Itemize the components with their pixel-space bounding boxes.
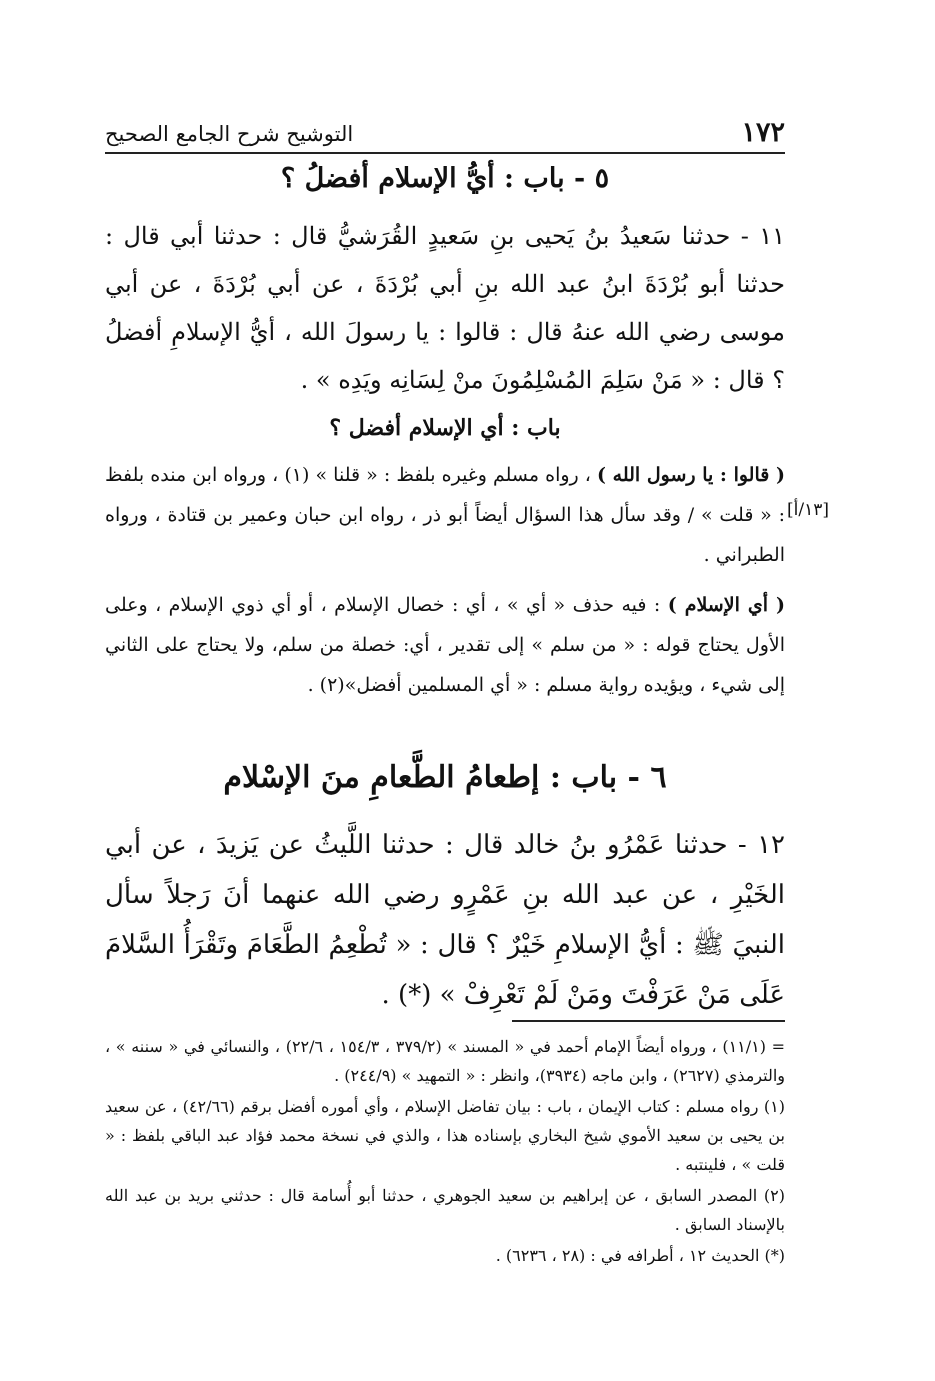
page-number: ١٧٢ xyxy=(741,117,785,148)
footnote-hadith-links: (*) الحديث ١٢ ، أطرافه في : (٢٨ ، ٦٢٣٦) . xyxy=(495,1246,785,1265)
hadith-12-text: ١٢ - حدثنا عَمْرُو بنُ خالد قال : حدثنا اللَّيثُ عن يَزيدَ ، عن أبي الخَيْرِ ، عن عبد الله بنِ عَمْرٍو رضي الله عنهما أنَ رَجلاً سأل النبيَ ﷺ : أيُّ الإسلامِ خَيْرٌ ؟ قال : « تُطْعِمُ الطَّعَامَ وتَقْرَأُ السَّلامَ عَلَى مَنْ عَرَفْتَ ومَنْ لَمْ تَعْرِفْ » (*) . xyxy=(105,830,785,1010)
commentary-text-2: : فيه حذف « أي » ، أي : خصال الإسلام ، أو أي ذوي الإسلام ، وعلى الأول يحتاج قوله : « من سلم » إلى تقدير ، أي: خصلة من سلم، ولا يحتاج على الثاني إلى شيء ، ويؤيده رواية مسلم : « أي المسلمين أفضل»(٢) . xyxy=(105,594,785,696)
running-title: التوشيح شرح الجامع الصحيح xyxy=(105,122,354,146)
manuscript-margin-reference: [١٣/أ] xyxy=(787,500,829,520)
footnote-1: (١) رواه مسلم : كتاب الإيمان ، باب : بيان تفاضل الإسلام ، وأي أموره أفضل برقم (٤٢/٦٦) ، عن سعيد بن يحيى بن سعيد الأموي شيخ البخاري بإسناده هذا ، والذي في نسخة محمد فؤاد عبد الباقي بلفظ : « قلت » ، فلينتبه . xyxy=(105,1097,785,1174)
commentary-label-2: ( أي الإسلام ) xyxy=(667,594,785,616)
commentary-paragraph-2 xyxy=(105,585,785,705)
chapter-5-title: ٥ - باب : أيُّ الإسلام أفضلُ ؟ xyxy=(280,163,610,194)
chapter-6-title: ٦ - باب : إطعامُ الطَّعامِ منَ الإسْلام xyxy=(223,760,667,795)
commentary-paragraph-1 xyxy=(105,455,785,575)
footnote-continuation: = (١١/١) ، ورواه أيضاً الإمام أحمد في « المسند » (٣٧٩/٢ ، ١٥٤/٣ ، ٢٢/٦) ، والنسائي في « سننه » ، والترمذي (٢٦٢٧) ، وابن ماجه (٣٩٣٤)، وانظر : « التمهيد » (٢٤٤/٩) . xyxy=(105,1037,786,1085)
commentary-heading: باب : أي الإسلام أفضل ؟ xyxy=(329,415,561,441)
page-header xyxy=(105,108,785,154)
footnote-divider xyxy=(512,1020,785,1022)
footnotes xyxy=(105,1032,785,1272)
commentary-text-1: ، رواه مسلم وغيره بلفظ : « قلنا » (١) ، ورواه ابن منده بلفظ : « قلت » / وقد سأل هذا السؤال أيضاً أبو ذر ، رواه ابن حبان وعمير بن قتادة ، ورواه الطبراني . xyxy=(105,464,785,566)
commentary-label-1: ( قالوا : يا رسول الله ) xyxy=(597,464,785,486)
hadith-11-text: ١١ - حدثنا سَعيدُ بنُ يَحيى بنِ سَعيدٍ القُرَشيُّ قال : حدثنا أبي قال : حدثنا أبو بُرْدَةَ ابنُ عبد الله بنِ أبي بُرْدَةَ ، عن أبي بُرْدَةَ ، عن أبي موسى رضي الله عنهُ قال : قالوا : يا رسولَ الله ، أيُّ الإسلامِ أفضلُ ؟ قال : « مَنْ سَلِمَ المُسْلِمُونَ منْ لِسَانِه ويَدِه » . xyxy=(105,222,785,394)
footnote-2: (٢) المصدر السابق ، عن إبراهيم بن سعيد الجوهري ، حدثنا أبو أُسامة قال : حدثني بريد بن عبد الله بالإسناد السابق . xyxy=(105,1186,786,1234)
